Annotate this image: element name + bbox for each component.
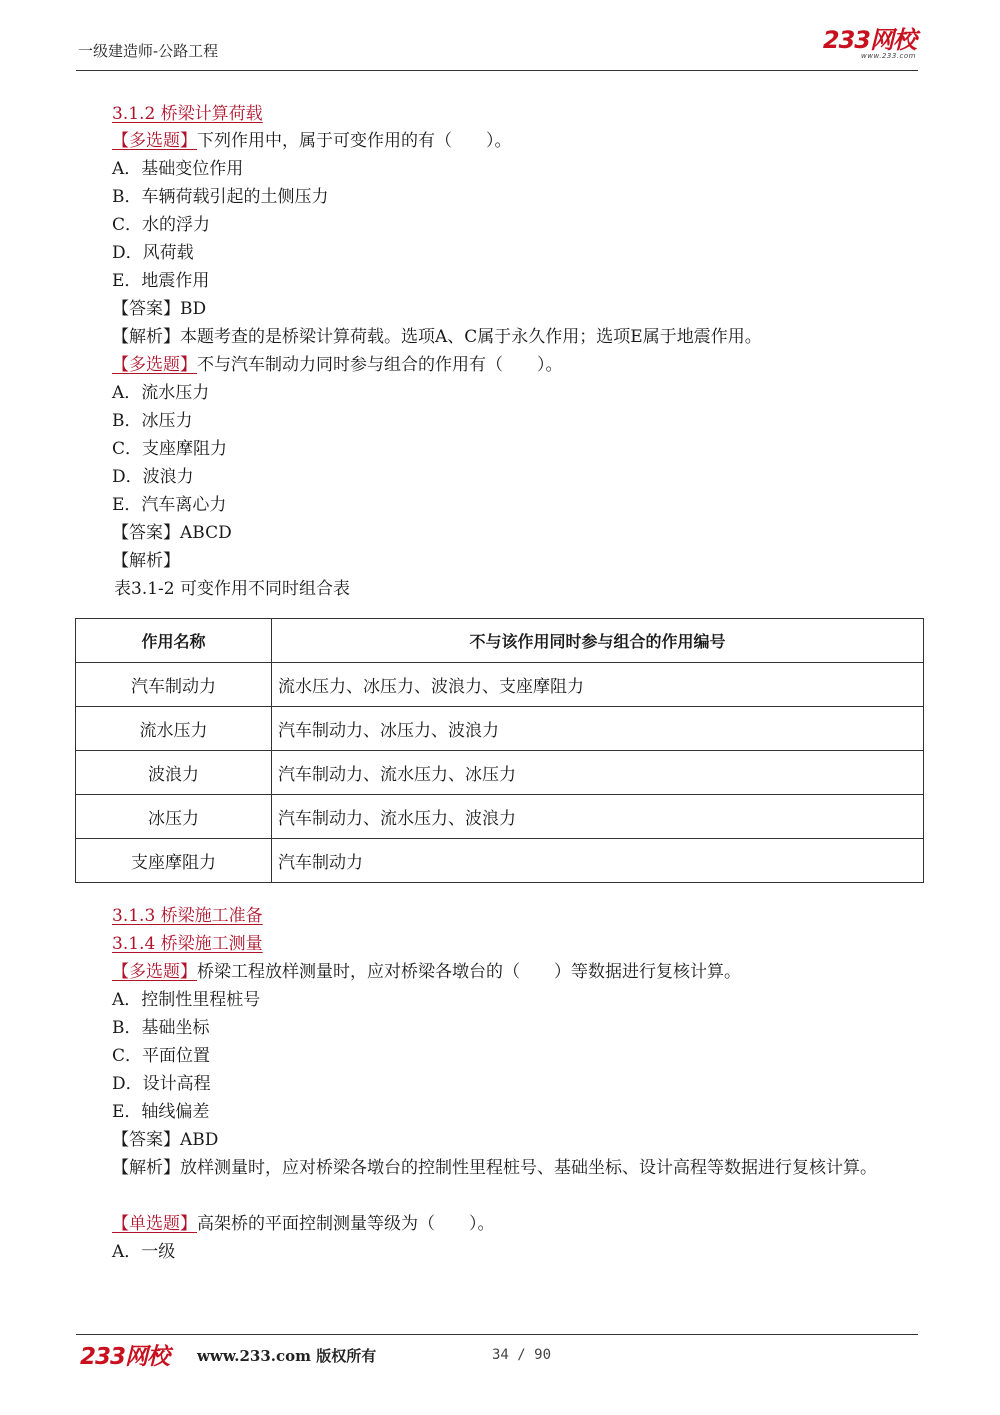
analysis: 【解析】放样测量时，应对桥梁各墩台的控制性里程桩号、基础坐标、设计高程等数据进行复核计算。 xyxy=(112,1158,877,1178)
question-type-tag: 【多选题】 xyxy=(112,355,197,375)
option: C．支座摩阻力 xyxy=(112,439,228,459)
option: B．基础坐标 xyxy=(112,1018,210,1038)
brand-logo xyxy=(823,28,916,60)
question-text: 桥梁工程放样测量时，应对桥梁各墩台的（ ）等数据进行复核计算。 xyxy=(197,962,741,982)
table-row xyxy=(76,839,924,883)
option: C．平面位置 xyxy=(112,1046,211,1066)
option: E．地震作用 xyxy=(112,271,210,291)
table-cell: 波浪力 xyxy=(76,751,272,795)
question-text: 不与汽车制动力同时参与组合的作用有（ ）。 xyxy=(197,355,563,375)
table-caption: 表3.1-2 可变作用不同时组合表 xyxy=(114,579,350,599)
option: B．车辆荷载引起的土侧压力 xyxy=(112,187,329,207)
footer-copyright: www.233.com 版权所有 xyxy=(197,1347,377,1365)
header-divider xyxy=(76,70,918,71)
question-text: 高架桥的平面控制测量等级为（ ）。 xyxy=(197,1214,495,1234)
option: A．基础变位作用 xyxy=(112,159,244,179)
table-row xyxy=(76,751,924,795)
option: E．汽车离心力 xyxy=(112,495,227,515)
option: A．控制性里程桩号 xyxy=(112,990,261,1010)
table-cell: 汽车制动力、冰压力、波浪力 xyxy=(272,707,924,751)
option: E．轴线偏差 xyxy=(112,1102,210,1122)
answer: 【答案】ABD xyxy=(112,1130,219,1150)
footer-divider xyxy=(76,1334,918,1335)
table-header: 不与该作用同时参与组合的作用编号 xyxy=(272,619,924,663)
table-cell: 流水压力 xyxy=(76,707,272,751)
table-header-row xyxy=(76,619,924,663)
table-cell: 支座摩阻力 xyxy=(76,839,272,883)
question-2-stem xyxy=(112,354,563,376)
table-row xyxy=(76,795,924,839)
option: A．一级 xyxy=(112,1242,176,1262)
option: B．冰压力 xyxy=(112,411,193,431)
question-type-tag: 【单选题】 xyxy=(112,1214,197,1234)
question-4-stem xyxy=(112,1213,495,1235)
table-cell: 汽车制动力 xyxy=(272,839,924,883)
table-row xyxy=(76,663,924,707)
table-cell: 冰压力 xyxy=(76,795,272,839)
option: D．设计高程 xyxy=(112,1074,211,1094)
page-number: 34 / 90 xyxy=(492,1347,552,1363)
option: D．波浪力 xyxy=(112,467,194,487)
question-text: 下列作用中，属于可变作用的有（ ）。 xyxy=(197,131,512,151)
combination-table xyxy=(75,618,924,883)
question-3-stem xyxy=(112,961,741,983)
table-header: 作用名称 xyxy=(76,619,272,663)
option: C．水的浮力 xyxy=(112,215,211,235)
answer: 【答案】ABCD xyxy=(112,523,232,543)
option: A．流水压力 xyxy=(112,383,210,403)
section-heading-3-1-4: 3.1.4 桥梁施工测量 xyxy=(112,934,263,954)
table-row xyxy=(76,707,924,751)
table-cell: 汽车制动力 xyxy=(76,663,272,707)
question-type-tag: 【多选题】 xyxy=(112,962,197,982)
section-heading-3-1-2: 3.1.2 桥梁计算荷载 xyxy=(112,104,263,124)
table-cell: 汽车制动力、流水压力、冰压力 xyxy=(272,751,924,795)
question-type-tag: 【多选题】 xyxy=(112,131,197,151)
logo-url: www.233.com xyxy=(861,52,916,60)
footer-logo: 233网校 xyxy=(80,1344,170,1370)
document-header-title: 一级建造师-公路工程 xyxy=(78,42,219,60)
table-cell: 汽车制动力、流水压力、波浪力 xyxy=(272,795,924,839)
answer: 【答案】BD xyxy=(112,299,207,319)
table-cell: 流水压力、冰压力、波浪力、支座摩阻力 xyxy=(272,663,924,707)
analysis: 【解析】 xyxy=(112,551,180,571)
logo-text: 233网校 xyxy=(822,26,916,54)
question-1-stem xyxy=(112,130,512,152)
analysis: 【解析】本题考查的是桥梁计算荷载。选项A、C属于永久作用；选项E属于地震作用。 xyxy=(112,327,762,347)
section-heading-3-1-3: 3.1.3 桥梁施工准备 xyxy=(112,906,263,926)
option: D．风荷载 xyxy=(112,243,194,263)
